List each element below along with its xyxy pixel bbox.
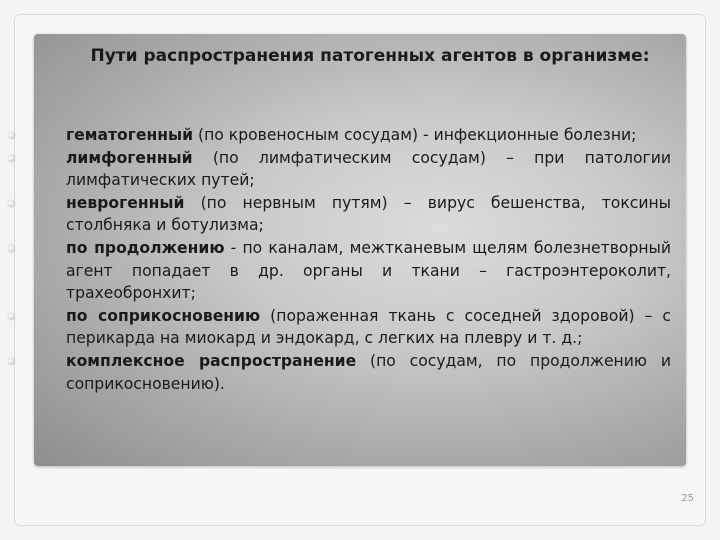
bullet-icon <box>8 200 15 207</box>
list-item <box>8 350 671 395</box>
bullet-icon <box>8 358 15 365</box>
bullet-icon <box>8 313 15 320</box>
page-number: 25 <box>681 493 694 504</box>
item-term: гематогенный <box>66 126 194 144</box>
item-term: по продолжению <box>66 238 225 257</box>
list-item <box>8 124 671 147</box>
item-text: (по сосудам, по продолжению и соприкосновению). <box>66 351 671 393</box>
item-text: (пораженная ткань с соседней здоровой) – с перикарда на миокард и эндокард, с легких на плевру и т. д.; <box>66 306 671 348</box>
bullet-list <box>8 124 671 395</box>
bullet-icon <box>8 245 15 252</box>
item-term: комплексное распространение <box>66 351 357 370</box>
item-term: лимфогенный <box>66 148 193 167</box>
item-term: по соприкосновению <box>66 306 261 325</box>
item-text: - по каналам, межтканевым щелям болезнетворный агент попадает в др. органы и ткани – гастроэнтероколит, трахеобронхит; <box>66 238 672 303</box>
bullet-icon <box>8 155 15 162</box>
list-item <box>8 147 671 192</box>
item-text: (по лимфатическим сосудам) – при патологии лимфатических путей; <box>66 148 671 190</box>
item-text: (по нервным путям) – вирус бешенства, токсины столбняка и ботулизма; <box>66 193 671 235</box>
list-item <box>8 305 671 350</box>
item-text: (по кровеносным сосудам) - инфекционные болезни; <box>193 126 637 144</box>
bullet-icon <box>8 132 15 139</box>
list-item <box>8 237 671 305</box>
list-item <box>8 192 671 237</box>
item-term: неврогенный <box>66 193 185 212</box>
slide-title: Пути распространения патогенных агентов в организме: <box>90 46 650 66</box>
